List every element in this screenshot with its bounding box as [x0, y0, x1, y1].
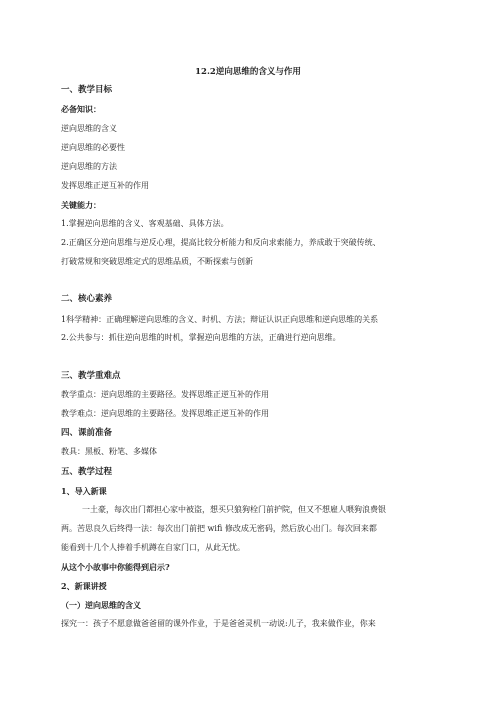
preparation-item: 教具：黑板、粉笔、多媒体	[61, 447, 157, 456]
story-paragraph-line: 一土豪，每次出门都担心家中被盗，想买只狼狗栓门前护院，但又不想雇人喂狗浪费银	[82, 505, 386, 514]
ability-label: 关键能力：	[61, 200, 101, 210]
section-heading-core-literacy: 二、核心素养	[61, 294, 113, 304]
story-question: 从这个小故事中你能得到启示?	[61, 562, 170, 572]
key-point-item: 教学重点：逆向思维的主要路径。发挥思维正逆互补的作用	[61, 390, 269, 399]
subsection-new-lesson: 2、新课讲授	[61, 581, 107, 591]
core-literacy-item: 1科学精神：正确理解逆向思维的含义、时机、方法；辩证认识正向思维和逆向思维的关系	[61, 315, 379, 324]
knowledge-label: 必备知识：	[61, 104, 101, 114]
ability-item: 2.正确区分逆向思维与逆反心理，提高比较分析能力和反向求索能力，养成敢于突破传统、	[61, 238, 381, 247]
section-heading-objectives: 一、教学目标	[61, 85, 113, 95]
knowledge-item: 逆向思维的含义	[61, 124, 117, 133]
knowledge-item: 发挥思维正逆互补的作用	[61, 181, 149, 190]
section-heading-process: 五、教学过程	[61, 467, 113, 477]
story-paragraph-line: 能看到十几个人捧着手机蹲在自家门口，从此无忧。	[61, 543, 245, 552]
section-heading-key-points: 三、教学重难点	[61, 371, 121, 381]
story-paragraph-line: 两。苦思良久后终得一法：每次出门前把 wifi 修改成无密码，然后放心出门。每次回来都	[61, 524, 377, 533]
knowledge-item: 逆向思维的必要性	[61, 143, 125, 152]
core-literacy-item: 2.公共参与：抓住逆向思维的时机，掌握逆向思维的方法，正确进行逆向思维。	[61, 333, 341, 342]
ability-item: 1.掌握逆向思维的含义、客观基础、具体方法。	[61, 219, 229, 228]
subsection-intro: 1、导入新课	[61, 486, 107, 496]
knowledge-item: 逆向思维的方法	[61, 162, 117, 171]
ability-item: 打破常规和突破思维定式的思维品质，不断探索与创新	[61, 257, 253, 266]
explore-line: 探究一：孩子不愿意做爸爸留的课外作业，于是爸爸灵机一动说:儿子，我来做作业，你来	[61, 619, 376, 628]
section-heading-preparation: 四、课前准备	[61, 428, 113, 438]
key-point-item: 教学难点：逆向思维的主要路径。发挥思维正逆互补的作用	[61, 409, 269, 418]
subsection-meaning: （一）逆向思维的含义	[61, 600, 141, 610]
document-title: 12.2逆向思维的含义与作用	[195, 67, 301, 77]
